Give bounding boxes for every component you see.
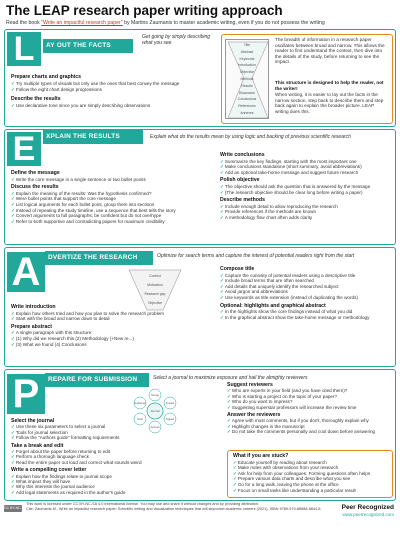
list-item-text: (3) What we found (4) Conclusions bbox=[15, 341, 87, 347]
diagram-label: Annexes bbox=[240, 111, 254, 115]
list-item-text: Perform a thorough language check bbox=[15, 454, 89, 460]
check-icon: ✓ bbox=[11, 218, 15, 224]
check-icon: ✓ bbox=[11, 316, 15, 322]
list-item-text: Highlight changes in the manuscript bbox=[231, 423, 305, 429]
list-item-text: Ask for help from your colleagues. Forming questions often helps bbox=[237, 470, 371, 476]
list-item bbox=[11, 490, 126, 496]
diagram-label: Context bbox=[149, 274, 161, 278]
check-icon: ✓ bbox=[220, 314, 224, 320]
book-link[interactable]: "Write an impactful research paper" bbox=[41, 20, 123, 26]
advertize-heading: DVERTIZE THE RESEARCH bbox=[45, 251, 153, 265]
diagram-label: Research gap bbox=[144, 292, 166, 296]
diagram-label: Introduction bbox=[238, 63, 256, 68]
list-item bbox=[11, 460, 142, 466]
letter-a: A bbox=[7, 252, 45, 292]
explain-panel bbox=[4, 129, 396, 245]
structure-text: The breadth of information in a research paper oscillates between broad and narrow. This allows the reader to first understand the context, then dive into the details of the study, before returning to see the impact. bbox=[275, 37, 385, 65]
check-icon: ✓ bbox=[227, 429, 231, 435]
diagram-label: Discussion bbox=[238, 90, 256, 95]
list-item-text: Follow the "Authors guide" formatting requirements bbox=[15, 435, 120, 441]
check-icon: ✓ bbox=[220, 289, 224, 295]
list-item bbox=[11, 435, 119, 441]
check-icon: ✓ bbox=[11, 473, 15, 479]
prepare-panel bbox=[4, 369, 396, 501]
page-subtitle bbox=[6, 20, 396, 26]
diagram-label: Speed bbox=[165, 417, 175, 421]
check-icon: ✓ bbox=[11, 454, 15, 460]
list-item-text: Include broad terms that are often searched bbox=[224, 278, 314, 284]
list-item-text: Tools for journal selection bbox=[15, 429, 68, 435]
check-icon: ✓ bbox=[227, 399, 231, 405]
list-item-text: Start with the broad and narrow down to detail bbox=[15, 316, 110, 322]
list-item bbox=[220, 295, 358, 301]
list-item bbox=[227, 405, 356, 411]
explain-heading: XPLAIN THE RESULTS bbox=[43, 130, 143, 144]
check-icon: ✓ bbox=[11, 207, 15, 213]
check-icon: ✓ bbox=[227, 393, 231, 399]
letter-e: E bbox=[7, 132, 41, 166]
check-icon: ✓ bbox=[220, 295, 224, 300]
check-icon: ✓ bbox=[227, 423, 231, 429]
section-title: Compose title bbox=[220, 266, 255, 272]
check-icon: ✓ bbox=[227, 418, 231, 424]
check-icon: ✓ bbox=[220, 203, 224, 209]
letter-p: P bbox=[7, 374, 45, 414]
list-item-text: Explain how others tried and how you plan to solve the research problem bbox=[15, 310, 164, 316]
list-item-text: Suggesting superstar professors will increase the review time bbox=[231, 404, 357, 410]
list-item: ✓Follow the eight chart design progressions bbox=[11, 87, 102, 92]
check-icon: ✓ bbox=[220, 283, 224, 289]
check-icon: ✓ bbox=[220, 272, 224, 278]
check-icon: ✓ bbox=[11, 459, 15, 465]
section-title: Prepare charts and graphics bbox=[11, 74, 82, 80]
journal-parameters-diagram bbox=[125, 388, 185, 434]
list-item-text: Use these six parameters to select a journal bbox=[15, 424, 106, 430]
check-icon: ✓ bbox=[11, 489, 15, 495]
lay-out-heading: AY OUT THE FACTS bbox=[43, 39, 133, 53]
brand-url[interactable]: www.peerrecognized.com bbox=[342, 512, 394, 517]
list-item-text: Forget about the paper before returning to edit bbox=[15, 449, 111, 454]
check-icon: ✓ bbox=[233, 487, 237, 493]
section-title: Answer the reviewers bbox=[227, 412, 281, 418]
list-item bbox=[11, 316, 110, 322]
check-icon: ✓ bbox=[11, 429, 15, 435]
check-icon: ✓ bbox=[11, 435, 15, 441]
diagram-label: Title bbox=[243, 43, 251, 47]
check-icon: ✓ bbox=[220, 215, 224, 220]
check-icon: ✓ bbox=[233, 470, 237, 476]
check-icon: ✓ bbox=[11, 190, 15, 196]
check-icon: ✓ bbox=[220, 189, 224, 195]
diagram-label: Keywords bbox=[239, 56, 255, 61]
paper-structure-diagram bbox=[225, 39, 269, 119]
list-item-text: Add an optional take-home message and suggest future research bbox=[224, 169, 359, 175]
list-item-text: Use keywords as title extension (instead of duplicating the words) bbox=[224, 295, 358, 300]
stuck-title: What if you are stuck? bbox=[233, 453, 289, 459]
check-icon: ✓ bbox=[220, 164, 224, 170]
check-icon: ✓ bbox=[220, 309, 224, 315]
list-item-text: Do not take the comments personally and cool down before answering bbox=[231, 429, 376, 435]
diagram-label: Abstract bbox=[240, 49, 254, 54]
lay-out-tagline: Get going by simply describing what you see bbox=[142, 34, 211, 46]
list-item bbox=[220, 215, 312, 221]
diagram-label: Scope bbox=[151, 393, 159, 397]
list-item-text: Who are experts in your field (and you have cited them)? bbox=[231, 388, 348, 394]
subtitle-text-2: by Martins Zaumanis to master academic writing, even if you do not possess the writing bbox=[122, 20, 325, 26]
list-item-text: In the highlights show the core findings instead of what you did bbox=[224, 309, 353, 315]
list-item-text: Were bullet points that support the core message bbox=[15, 196, 116, 202]
list-item: ✓Try multiple types of visuals but only use the ones that best convey the message bbox=[11, 81, 180, 86]
check-icon: ✓ bbox=[11, 341, 15, 347]
list-item-text: Who do you want to impress? bbox=[231, 399, 293, 405]
section-title: Write conclusions bbox=[220, 152, 265, 158]
list-item-text: Focus on small tasks like understanding a particular result bbox=[237, 487, 356, 493]
list-item bbox=[220, 315, 369, 321]
section-title: Write introduction bbox=[11, 304, 56, 310]
check-icon: ✓ bbox=[11, 330, 15, 336]
list-item-text: Educate yourself by reading about research bbox=[237, 459, 327, 465]
lay-out-panel bbox=[4, 29, 396, 127]
list-item-text: A methodology flow chart often adds clarity bbox=[224, 215, 313, 220]
list-item bbox=[11, 177, 146, 183]
list-item-text: Who is starting a project on the topic of your paper? bbox=[231, 393, 338, 399]
letter-l: L bbox=[7, 32, 41, 66]
list-item-text: In the graphical abstract show the take-home message or methodology bbox=[224, 314, 370, 320]
list-item-text: Convert arguments to full paragraphs; be confident but do not overhype bbox=[15, 213, 162, 219]
check-icon: ✓ bbox=[11, 196, 15, 202]
diagram-label: Audience bbox=[134, 401, 146, 405]
list-item-text: A single paragraph with this structure: bbox=[15, 330, 93, 336]
check-icon: ✓ bbox=[233, 481, 237, 487]
list-item-text: What impact they will have bbox=[15, 479, 71, 484]
footer bbox=[26, 502, 326, 512]
check-icon: ✓ bbox=[220, 169, 224, 175]
check-icon: ✓ bbox=[11, 449, 15, 454]
check-icon: ✓ bbox=[11, 424, 15, 430]
list-item-text: Agree with most comments, but if you don't, thoroughly explain why bbox=[231, 418, 369, 424]
section-title: Describe methods bbox=[220, 197, 265, 204]
list-item-text: Capture the curiosity of potential readers using a descriptive title bbox=[224, 272, 356, 278]
section-title: Suggest reviewers bbox=[227, 382, 273, 388]
check-icon: ✓ bbox=[11, 336, 15, 341]
list-item-text: Summarize the key findings, starting with the most important one bbox=[224, 158, 357, 164]
check-icon: ✓ bbox=[11, 484, 15, 490]
list-item-text: (The research objective should be clear long before writing a paper) bbox=[224, 189, 363, 195]
diagram-label: Objective bbox=[239, 70, 255, 75]
list-item-text: Read the entire paper out loud and correct what sounds weird bbox=[15, 459, 142, 465]
citation-text: Cite: Zaumanis M., Write an impactful research paper: Scientific writing and visualization techniques that will skyrocket academic careers (2021), ISBN 9789-979-88888-8844-8 bbox=[26, 507, 321, 511]
page-title: The LEAP research paper writing approach bbox=[6, 3, 283, 18]
section-title: Optional: highlights and graphical abstract bbox=[220, 302, 326, 309]
check-icon: ✓ bbox=[227, 388, 231, 394]
check-icon: ✓ bbox=[233, 459, 237, 465]
check-icon: ✓ bbox=[220, 184, 224, 189]
prepare-heading: REPARE FOR SUBMISSION bbox=[45, 373, 149, 387]
check-icon: ✓ bbox=[11, 310, 15, 316]
list-item-text: (1) Why did we research this (2) Methodology (+New re...) bbox=[15, 336, 134, 341]
list-item-text: Write the core message in a single sentence or two bullet points bbox=[15, 176, 146, 182]
diagram-label: Methods bbox=[240, 77, 254, 81]
list-item bbox=[11, 342, 87, 348]
list-item-text: Provide references if the methods are known bbox=[224, 209, 317, 215]
check-icon: ✓ bbox=[220, 209, 224, 215]
list-item-text: List logical arguments for each bullet point, group them into sections bbox=[15, 202, 155, 207]
structure-bold: This structure is designed to help the reader, not the writer! bbox=[275, 80, 384, 91]
diagram-label: Access bbox=[150, 425, 160, 429]
diagram-label: Cost bbox=[137, 417, 143, 421]
list-item-text: Explain how the findings relate to journal scope bbox=[15, 473, 112, 479]
list-item bbox=[227, 429, 375, 435]
check-icon: ✓ bbox=[227, 404, 231, 410]
section-title: Write a compelling cover letter bbox=[11, 467, 87, 474]
diagram-label: Results bbox=[241, 83, 253, 88]
check-icon: ✓ bbox=[220, 278, 224, 284]
list-item bbox=[233, 488, 356, 494]
section-title: Define the message bbox=[11, 170, 60, 176]
section-title: Select the journal bbox=[11, 418, 55, 424]
list-item-text: Refer to both supportive and contradicting papers for maximum credibility bbox=[15, 218, 165, 224]
section-title: Take a break and edit bbox=[11, 442, 64, 449]
check-icon: ✓ bbox=[11, 479, 15, 484]
check-icon: ✓ bbox=[11, 176, 15, 182]
diagram-label: Impact bbox=[165, 401, 175, 405]
diagram-label: Motivation bbox=[147, 283, 163, 287]
section-title: Describe the results bbox=[11, 96, 61, 102]
check-icon: ✓ bbox=[220, 158, 224, 164]
funnel-diagram bbox=[125, 268, 185, 312]
list-item-text: Explain the meaning of the results: Was the hypothesis confirmed? bbox=[15, 190, 152, 196]
list-item-text: Make conclusions standalone (short summary, avoid abbreviations) bbox=[224, 164, 362, 170]
cc-license-badge: CC BY-NC-SA bbox=[4, 506, 22, 517]
list-item bbox=[220, 170, 358, 176]
diagram-label: Conclusions bbox=[237, 97, 257, 102]
list-item: ✓Use declarative tone since you are simply describing observations bbox=[11, 103, 151, 108]
diagram-label: Journal bbox=[150, 409, 160, 413]
section-title: Prepare abstract bbox=[11, 323, 52, 330]
list-item-text: Add details that uniquely identify the researched subject bbox=[224, 283, 339, 289]
list-item-text: Prepare various data charts and describe what you see bbox=[237, 476, 351, 482]
list-item-text: Avoid jargon and abbreviations bbox=[224, 289, 288, 295]
list-item bbox=[11, 219, 165, 225]
list-item-text: Make notes with observations from your research bbox=[237, 465, 339, 471]
check-icon: ✓ bbox=[233, 465, 237, 471]
list-item-text: Why this interests the journal audience bbox=[15, 484, 95, 490]
section-title: Polish objective bbox=[220, 177, 260, 184]
advertize-tagline: Optimize for search terms and capture the interest of potential readers right from the start bbox=[157, 253, 355, 259]
check-icon: ✓ bbox=[11, 202, 15, 207]
diagram-label: References bbox=[238, 104, 256, 109]
explain-tagline: Explain what do the results mean by using logic and backing of previous scientific research bbox=[150, 134, 351, 140]
check-icon: ✓ bbox=[11, 213, 15, 219]
list-item-text: Include enough detail to allow reproducing the research bbox=[224, 203, 338, 209]
list-item bbox=[220, 190, 363, 196]
section-title: Discuss the results bbox=[11, 184, 59, 191]
list-item-text: Add legal statements as required in the author's guide bbox=[15, 489, 126, 495]
advertize-panel bbox=[4, 247, 396, 367]
subtitle-text: Read the book bbox=[6, 20, 42, 26]
list-item-text: Go for a long walk, leaving the phone at the office bbox=[237, 481, 339, 487]
diagram-label: Objective bbox=[147, 301, 163, 305]
license-text: This work is licensed under CC BY-NC-SA 4.0 International license. You may use and share it without changes and by providing attribution. bbox=[26, 502, 260, 506]
check-icon: ✓ bbox=[233, 476, 237, 482]
prepare-tagline: Select a journal to maximize exposure and hail the almighty reviewers bbox=[153, 375, 308, 381]
list-item-text: The objective should ask the question that is answered by the message bbox=[224, 184, 371, 189]
structure-text-2: When writing, it is easier to lay out the facts in the narrow section, step back to describe them and step back again to explain the broader picture. LEAP writing does this. bbox=[275, 92, 384, 114]
brand-name: Peer Recognized bbox=[341, 504, 394, 511]
list-item-text: Instead of repeating the study timeline, use a sequence that best tells the story bbox=[15, 207, 176, 213]
